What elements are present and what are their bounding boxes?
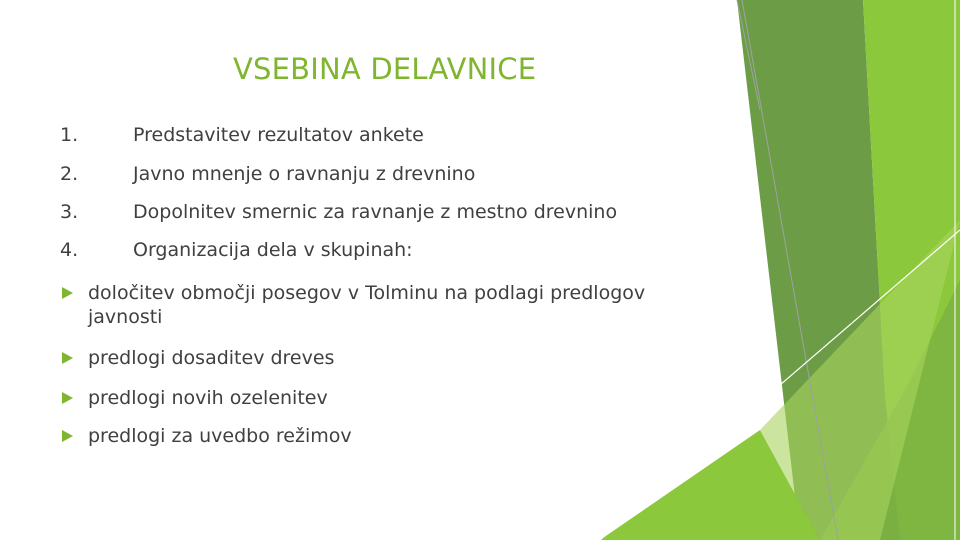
- right-arrow-bullet-icon: [62, 287, 73, 299]
- right-arrow-bullet-icon: [62, 352, 73, 364]
- slide-title: VSEBINA DELAVNICE: [233, 52, 537, 86]
- item-text: Dopolnitev smernic za ravnanje z mestno drevnino: [133, 201, 618, 223]
- item-number: 2.: [60, 163, 79, 185]
- item-number: 4.: [60, 239, 79, 261]
- item-number: 1.: [60, 124, 79, 146]
- item-number: 3.: [60, 201, 79, 223]
- bullet-text-line2: javnosti: [88, 306, 163, 328]
- bullet-text-line1: predlogi dosaditev dreves: [88, 347, 335, 369]
- right-arrow-bullet-icon: [62, 430, 73, 442]
- bullet-text-line1: predlogi novih ozelenitev: [88, 387, 328, 409]
- item-text: Organizacija dela v skupinah:: [133, 239, 413, 261]
- right-arrow-bullet-icon: [62, 392, 73, 404]
- item-text: Javno mnenje o ravnanju z drevnino: [133, 163, 476, 185]
- bullet-text-line1: predlogi za uvedbo režimov: [88, 425, 352, 447]
- bullet-text-line1: določitev območji posegov v Tolminu na podlagi predlogov: [88, 282, 646, 304]
- item-text: Predstavitev rezultatov ankete: [133, 124, 424, 146]
